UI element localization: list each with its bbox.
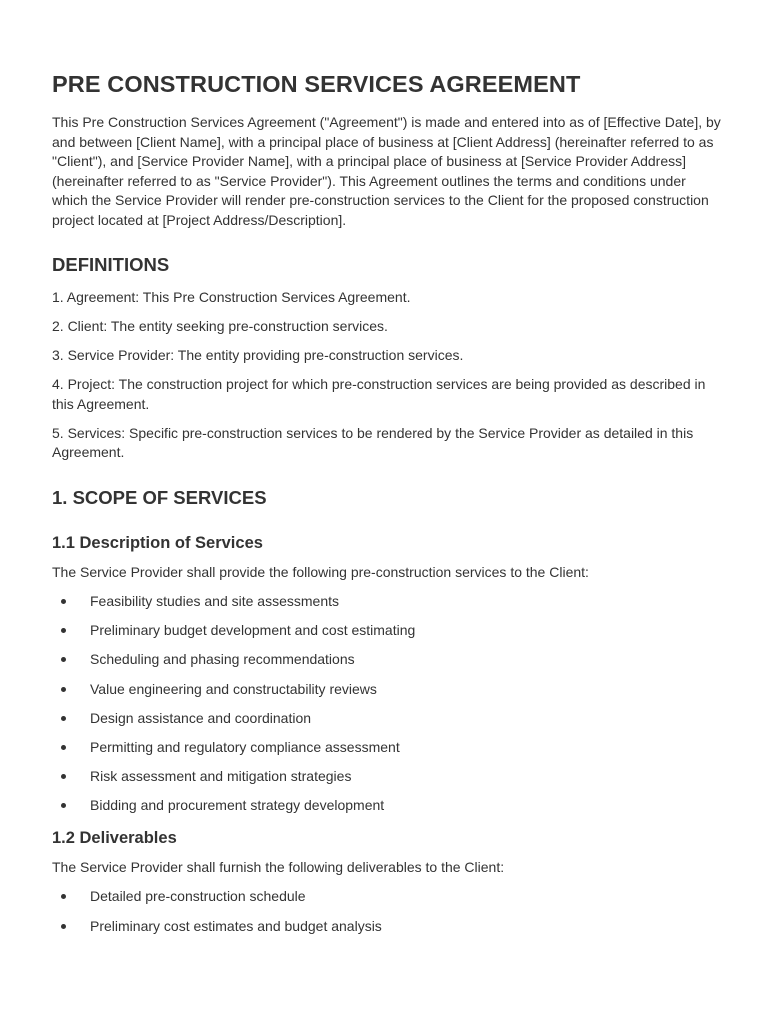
bullet-icon: [61, 687, 66, 692]
list-item-text: Permitting and regulatory compliance assessment: [90, 738, 400, 755]
list-item: [52, 887, 722, 907]
list-item-text: Scheduling and phasing recommendations: [90, 651, 355, 668]
list-item-text: Value engineering and constructability reviews: [90, 680, 377, 697]
list-item: [52, 709, 722, 729]
list-item: [52, 796, 722, 816]
bullet-icon: [61, 716, 66, 721]
list-item: [52, 650, 722, 670]
list-item-text: Feasibility studies and site assessments: [90, 593, 339, 609]
services-list: [52, 592, 722, 816]
bullet-icon: [61, 803, 66, 808]
definition-item: 5. Services: Specific pre-construction services to be rendered by the Service Provider as detailed in this Agreement.: [52, 424, 694, 460]
list-item-text: Detailed pre-construction schedule: [90, 888, 306, 905]
list-item-text: Risk assessment and mitigation strategies: [90, 768, 352, 785]
bullet-icon: [61, 894, 66, 899]
list-item: [52, 917, 722, 937]
list-item: [52, 621, 722, 641]
list-item: [52, 767, 722, 787]
bullet-icon: [61, 599, 66, 604]
list-item-text: Preliminary cost estimates and budget analysis: [90, 917, 382, 934]
scope-heading: 1. SCOPE OF SERVICES: [52, 486, 267, 508]
list-item-text: Design assistance and coordination: [90, 709, 312, 726]
description-heading: 1.1 Description of Services: [52, 533, 263, 552]
deliverables-lead: The Service Provider shall furnish the following deliverables to the Client:: [52, 858, 505, 875]
list-item-text: Preliminary budget development and cost estimating: [90, 622, 416, 639]
bullet-icon: [61, 628, 66, 633]
bullet-icon: [61, 774, 66, 779]
bullet-icon: [61, 745, 66, 750]
definitions-heading: DEFINITIONS: [52, 254, 170, 275]
definition-item: 3. Service Provider: The entity providing pre-construction services.: [52, 347, 464, 363]
list-item: [52, 680, 722, 700]
bullet-icon: [61, 657, 66, 662]
intro-paragraph: This Pre Construction Services Agreement ("Agreement") is made and entered into as of [Effective Date], by and between [Client Name], with a principal place of business at [Client Address] (hereinafter referred to as "Client"), and [Service Provider Name], with a principal place of business at [Service Provider Address] (hereinafter referred to as "Service Provider"). This Agreement outlines the terms and conditions under which the Service Provider will render pre-construction services to the Client for the proposed construction project located at [Project Address/Description].: [52, 114, 721, 228]
definition-item: 4. Project: The construction project for which pre-construction services are being provided as described in this Agreement.: [52, 376, 706, 412]
list-item-text: Bidding and procurement strategy development: [90, 797, 385, 814]
document-page: [52, 68, 722, 946]
document-title: PRE CONSTRUCTION SERVICES AGREEMENT: [52, 71, 581, 97]
definition-item: 2. Client: The entity seeking pre-construction services.: [52, 318, 388, 334]
definition-item: 1. Agreement: This Pre Construction Services Agreement.: [52, 289, 411, 305]
deliverables-heading: 1.2 Deliverables: [52, 828, 177, 847]
list-item: [52, 738, 722, 758]
description-lead: The Service Provider shall provide the following pre-construction services to the Client:: [52, 563, 589, 580]
list-item: [52, 592, 722, 612]
bullet-icon: [61, 924, 66, 929]
deliverables-list: [52, 887, 722, 936]
